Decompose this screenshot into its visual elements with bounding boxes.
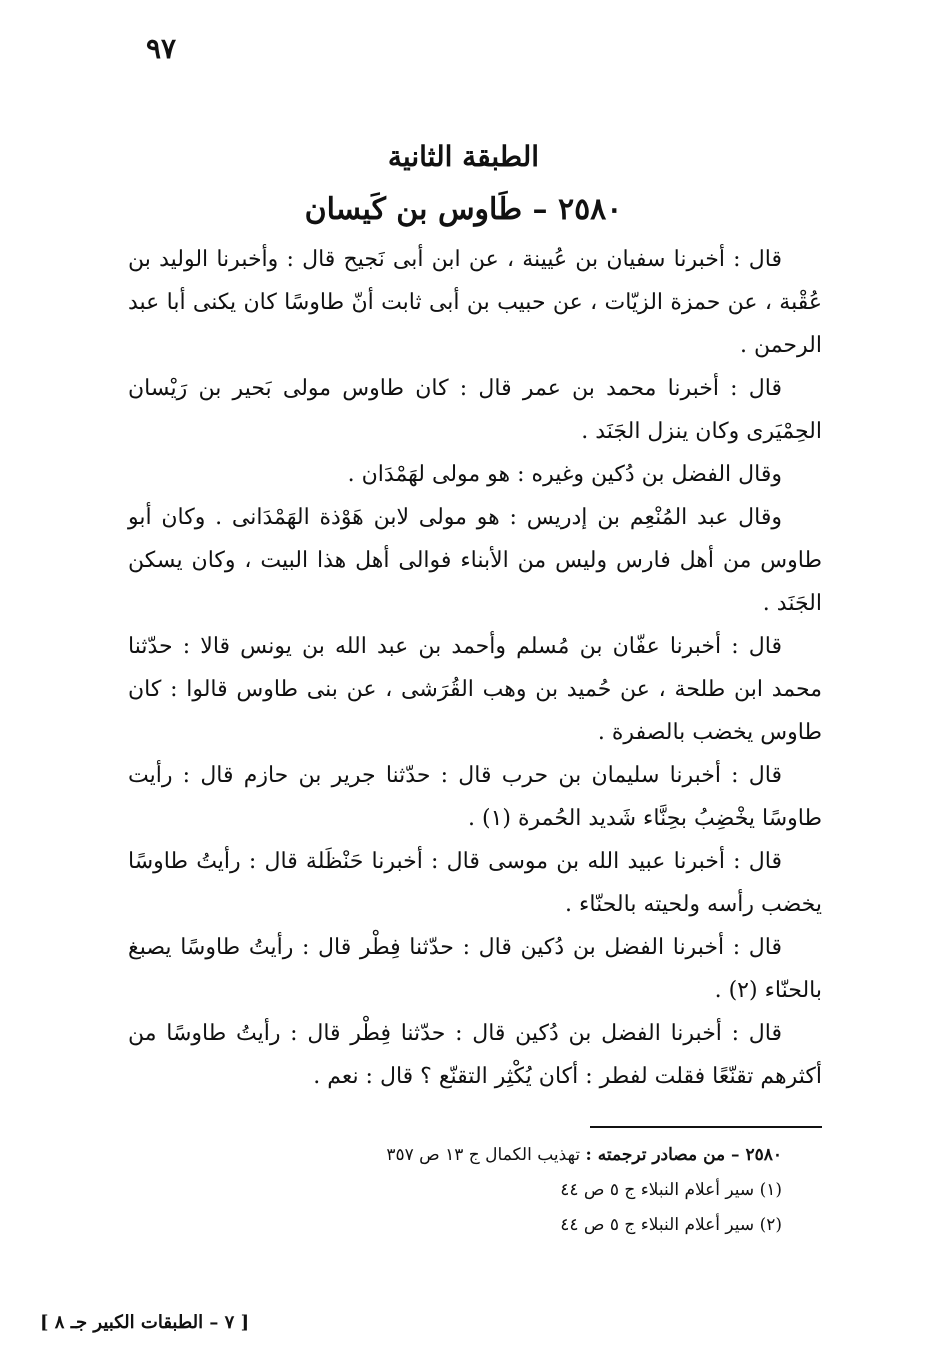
source-note	[128, 1138, 822, 1173]
footnote-separator	[590, 1126, 822, 1128]
entry-title: ٢٥٨٠ – طَاوس بن كَيسان	[304, 192, 623, 227]
footnotes	[128, 1138, 822, 1243]
source-note-text: تهذيب الكمال ج ١٣ ص ٣٥٧	[386, 1145, 586, 1165]
paragraph: قال : أخبرنا سليمان بن حرب قال : حدّثنا جرير بن حازم قال : رأيت طاوسًا يخْضِبُ بحِنَّاء شَديد الحُمرة (١) .	[128, 763, 822, 831]
footnote-1: (١) سير أعلام النبلاء ج ٥ ص ٤٤	[560, 1180, 782, 1200]
page-number: ٩٧	[146, 32, 177, 65]
paragraph: قال : أخبرنا سفيان بن عُيينة ، عن ابن أبى نَجيح قال : وأخبرنا الوليد بن عُقْبة ، عن حمزة الزيّات ، عن حبيب بن أبى ثابت أنّ طاوسًا كان يكنى أبا عبد الرحمن .	[128, 247, 822, 358]
paragraph: وقال الفضل بن دُكين وغيره : هو مولى لهَمْدَان .	[347, 462, 782, 487]
paragraph: قال : أخبرنا عفّان بن مُسلم وأحمد بن عبد الله بن يونس قالا : حدّثنا محمد ابن طلحة ، عن حُميد بن وهب القُرَشى ، عن بنى طاوس قالوا : كان طاوس يخضب بالصفرة .	[128, 634, 822, 745]
paragraph: قال : أخبرنا الفضل بن دُكين قال : حدّثنا فِطْر قال : رأيتُ طاوسًا من أكثرهم تقنّعًا فقلت لفطر : أكان يُكْثِر التقنّع ؟ قال : نعم .	[128, 1021, 822, 1089]
page-footer: [ ٧ – الطبقات الكبير جـ ٨ ]	[40, 1312, 250, 1333]
section-title: الطبقة الثانية	[387, 140, 540, 173]
paragraph: قال : أخبرنا الفضل بن دُكين قال : حدّثنا فِطْر قال : رأيتُ طاوسًا يصبغ بالحنّاء (٢) .	[128, 935, 822, 1003]
paragraph: قال : أخبرنا عبيد الله بن موسى قال : أخبرنا حَنْظَلة قال : رأيتُ طاوسًا يخضب رأسه ولحيته بالحنّاء .	[128, 849, 822, 917]
body-text	[128, 238, 822, 1098]
paragraph: وقال عبد المُنْعِم بن إدريس : هو مولى لابن هَوْذة الهَمْدَانى . وكان أبو طاوس من أهل فارس وليس من الأبناء فوالى أهل هذا البيت ، وكان يسكن الجَنَد .	[128, 505, 822, 616]
paragraph: قال : أخبرنا محمد بن عمر قال : كان طاوس مولى بَحير بن رَيْسان الحِمْيَرى وكان ينزل الجَنَد .	[128, 376, 822, 444]
source-note-label: ٢٥٨٠ – من مصادر ترجمته :	[585, 1145, 782, 1165]
footnote-2: (٢) سير أعلام النبلاء ج ٥ ص ٤٤	[560, 1215, 782, 1235]
